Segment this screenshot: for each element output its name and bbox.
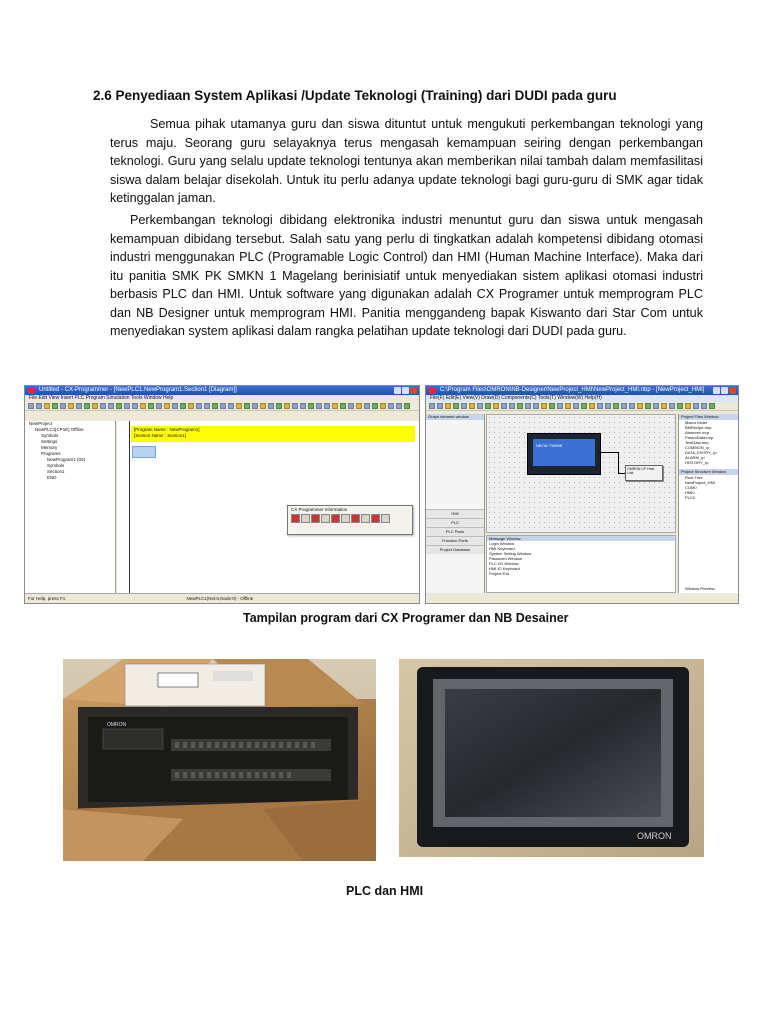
nb-left-header: Graph element window bbox=[426, 414, 484, 420]
cx-statusbar bbox=[25, 593, 419, 603]
hmi-device-block bbox=[527, 433, 601, 475]
rung-comment bbox=[131, 426, 415, 442]
nb-status: Window Preview bbox=[685, 586, 715, 591]
project-file-row: Alarmrec.mrp bbox=[685, 430, 710, 435]
cx-status-left: For Help, press F1 bbox=[28, 596, 66, 601]
cx-ladder-editor bbox=[117, 421, 419, 593]
tree-item: Settings bbox=[41, 439, 58, 444]
structure-row: PLC0 bbox=[685, 495, 696, 500]
rung-comment-program: [Program Name : NewProgram1] bbox=[134, 427, 200, 432]
nb-right-header: Project Files Window bbox=[679, 414, 738, 420]
nb-structure-header: Project Structure Window bbox=[679, 469, 738, 475]
nb-window-buttons bbox=[713, 387, 736, 394]
paragraph-2: Perkembangan teknologi dibidang elektronika industri menuntut guru dan siswa untuk mengasah kemampuan dibidang tersebut. Salah satu yang perlu di tingkatkan adalah kompetensi dibidang otomasi industri menggunakan PLC (Programable Logic Control) dan HMI (Human Machine Interface). Maka dari itu panitia SMK PK SMKN 1 Magelang berinisiatif untuk menyediakan sistem aplikasi otomasi industri berbasis PLC dan HMI. Untuk software yang digunakan adalah CX Programer untuk memprogram PLC dan NB Designer untuk memprogram HMI. Panitia menggandeng bapak Kiswanto dari Star Com untuk menyediakan system aplikasi dalam rangka pelatihan update teknologi dari DUDI pada guru. bbox=[110, 213, 703, 338]
connection-line bbox=[618, 452, 619, 474]
cx-titlebar bbox=[25, 386, 419, 395]
maximize-icon bbox=[721, 387, 728, 394]
log-line: HMI IO Keyboard bbox=[489, 566, 520, 571]
nb-tab-plc-parts: PLC Parts bbox=[426, 527, 484, 536]
hmi-photo bbox=[399, 659, 704, 857]
hmi-brand-text: OMRON bbox=[637, 831, 672, 841]
cx-app-icon bbox=[28, 387, 35, 394]
plc-device-block bbox=[625, 465, 663, 481]
structure-row: COM0 bbox=[685, 485, 697, 490]
maximize-icon bbox=[402, 387, 409, 394]
hmi-model-label: NB7W-TW00B bbox=[536, 443, 563, 448]
tree-item: NewProgram1 (00) bbox=[47, 457, 86, 462]
nb-toolbar bbox=[426, 402, 738, 411]
popup-title: CX Programmer Information bbox=[291, 507, 348, 512]
tree-item: Section1 bbox=[47, 469, 65, 474]
cx-toolbar-1 bbox=[25, 402, 419, 411]
nb-tab-project-database: Project Database bbox=[426, 545, 484, 554]
tree-item: Memory bbox=[41, 445, 58, 450]
project-file-row: TextData.mrp bbox=[685, 440, 709, 445]
connection-line bbox=[599, 452, 619, 453]
nb-menubar: File(F) Edit(E) View(V) Draw(D) Components(C) Tools(T) Window(W) Help(H) bbox=[426, 395, 738, 402]
cx-programmer-screenshot bbox=[24, 385, 420, 604]
tree-item: NewProject bbox=[29, 421, 53, 426]
log-line: Project Exit bbox=[489, 571, 510, 576]
structure-row: NewProject_HMI bbox=[685, 480, 716, 485]
plc-photo bbox=[63, 659, 376, 861]
cx-title: Untitled - CX-Programmer - [NewPLC1.NewProgram1.Section1 [Diagram]] bbox=[39, 387, 237, 393]
structure-row: Root Tree bbox=[685, 475, 703, 480]
nb-graph-element-window bbox=[426, 414, 485, 593]
nb-log-header: Message Window bbox=[487, 536, 675, 541]
ladder-rail bbox=[129, 421, 130, 593]
nb-project-files-window bbox=[678, 414, 738, 593]
section-heading: 2.6 Penyediaan System Aplikasi /Update Teknologi (Training) dari DUDI pada guru bbox=[93, 88, 617, 103]
log-line: PLC I/O Window bbox=[489, 561, 519, 566]
software-caption: Tampilan program dari CX Programer dan NB Desainer bbox=[243, 611, 569, 625]
nb-app-icon bbox=[429, 387, 436, 394]
cx-window-buttons bbox=[394, 387, 417, 394]
structure-row: HMI0 bbox=[685, 490, 695, 495]
rung-comment-section: [Section Name : Section1] bbox=[134, 433, 187, 438]
nb-titlebar bbox=[426, 386, 738, 395]
project-file-row: ALARM_rp bbox=[685, 455, 705, 460]
nb-tab-plc: PLC bbox=[426, 518, 484, 527]
log-line: Password Window bbox=[489, 556, 522, 561]
log-line: Login Window bbox=[489, 541, 515, 546]
project-file-row: Macro folder bbox=[685, 420, 708, 425]
close-icon bbox=[410, 387, 417, 394]
nb-designer-screenshot bbox=[425, 385, 739, 604]
cx-menubar: File Edit View Insert PLC Program Simulation Tools Window Help bbox=[25, 395, 419, 402]
project-file-row: HISTORY_rp bbox=[685, 460, 709, 465]
cx-project-tree bbox=[25, 421, 116, 593]
nb-tab-function-parts: Function Parts bbox=[426, 536, 484, 545]
log-line: System Setting Window bbox=[489, 551, 532, 556]
project-file-row: BMRecipe.mrp bbox=[685, 425, 712, 430]
project-file-row: COMMON_rp bbox=[685, 445, 710, 450]
cx-status-right: NewPLC1(Net:0,Node:0) - Offline bbox=[186, 596, 254, 601]
tree-item: END bbox=[47, 475, 57, 480]
tree-item: Symbols bbox=[47, 463, 65, 468]
nb-title: C:\Program Files\OMRON\NB-Designer\NewProject_HMI\NewProject_HMI.nbp - [NewProject_HMI] bbox=[440, 387, 705, 393]
nb-tab-hmi: HMI bbox=[426, 509, 484, 518]
log-line: HMI Keyboard bbox=[489, 546, 515, 551]
plc-device-label: OMRON CP Host Link bbox=[627, 467, 655, 475]
nb-message-window bbox=[486, 535, 676, 593]
paragraph-1: Semua pihak utamanya guru dan siswa dituntut untuk mengukuti perkembangan teknologi yang terus maju. Seorang guru selayaknya terus mengasah kemampuan seiring dengan perkembangan teknologi. Guru yang selalu update teknologi tentunya akan memberikan nilai tambah dalam memfasilitasi siswa dalam belajar disekolah. Untuk itu perlu adanya update teknologi bagi guru-guru di SMK agar tidak ketinggalan jaman. bbox=[110, 117, 703, 205]
tree-item: Programs bbox=[41, 451, 61, 456]
plc-in-box-image bbox=[63, 659, 376, 861]
hmi-panel-image bbox=[399, 659, 704, 857]
hardware-caption: PLC dan HMI bbox=[346, 884, 424, 898]
tree-item: NewPLC1[CP1E] Offline bbox=[35, 427, 84, 432]
project-file-row: DATA_ENTRY_rp bbox=[685, 450, 717, 455]
minimize-icon bbox=[394, 387, 401, 394]
popup-toolbar bbox=[288, 514, 412, 523]
nb-design-canvas bbox=[486, 414, 676, 533]
ladder-cursor bbox=[132, 446, 156, 458]
minimize-icon bbox=[713, 387, 720, 394]
project-file-row: ParamData.mrp bbox=[685, 435, 714, 440]
plc-brand-text: OMRON bbox=[107, 722, 127, 728]
tree-item: Symbols bbox=[41, 433, 59, 438]
close-icon bbox=[729, 387, 736, 394]
cx-information-popup bbox=[287, 505, 413, 535]
